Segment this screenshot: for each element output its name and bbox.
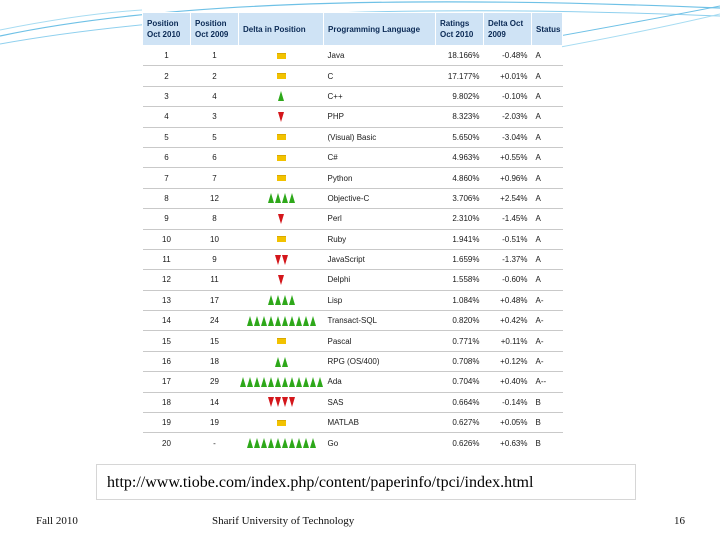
- cell-rating: 0.708%: [436, 351, 484, 371]
- table-row: [143, 107, 563, 127]
- cell-position-2010: 8: [143, 188, 191, 208]
- cell-rating: 1.941%: [436, 229, 484, 249]
- up-arrow-icon: [282, 316, 288, 326]
- down-arrow-icon: [275, 397, 281, 407]
- cell-delta-indicator: [239, 107, 324, 127]
- table-row: [143, 311, 563, 331]
- cell-position-2009: 14: [191, 392, 239, 412]
- equal-icon: [277, 175, 286, 181]
- cell-delta-indicator: [239, 331, 324, 351]
- delta-arrows: [243, 291, 320, 310]
- cell-status: B: [532, 413, 563, 433]
- table-row: [143, 188, 563, 208]
- delta-arrows: [243, 128, 320, 147]
- cell-rating: 9.802%: [436, 86, 484, 106]
- cell-language: Perl: [324, 209, 436, 229]
- cell-delta-rating: -2.03%: [484, 107, 532, 127]
- page-number: 16: [674, 515, 685, 527]
- cell-position-2010: 6: [143, 147, 191, 167]
- down-arrow-icon: [282, 255, 288, 265]
- cell-rating: 0.704%: [436, 372, 484, 392]
- cell-position-2009: 10: [191, 229, 239, 249]
- cell-language: Delphi: [324, 270, 436, 290]
- up-arrow-icon: [303, 316, 309, 326]
- delta-arrows: [243, 209, 320, 228]
- cell-position-2010: 7: [143, 168, 191, 188]
- header-delta-2009: Delta Oct 2009: [484, 13, 532, 46]
- cell-delta-rating: -0.51%: [484, 229, 532, 249]
- cell-status: A: [532, 107, 563, 127]
- cell-position-2010: 3: [143, 86, 191, 106]
- down-arrow-icon: [275, 255, 281, 265]
- cell-rating: 1.084%: [436, 290, 484, 310]
- table-row: [143, 270, 563, 290]
- tiobe-ranking-table: [142, 12, 563, 453]
- cell-language: Java: [324, 46, 436, 66]
- cell-position-2009: 24: [191, 311, 239, 331]
- up-arrow-icon: [261, 316, 267, 326]
- delta-arrows: [243, 331, 320, 350]
- cell-position-2009: 5: [191, 127, 239, 147]
- delta-arrows: [243, 250, 320, 269]
- equal-icon: [277, 338, 286, 344]
- cell-delta-rating: +0.63%: [484, 433, 532, 453]
- cell-delta-rating: +0.42%: [484, 311, 532, 331]
- cell-position-2010: 1: [143, 46, 191, 66]
- cell-delta-rating: +0.01%: [484, 66, 532, 86]
- cell-delta-indicator: [239, 229, 324, 249]
- cell-delta-indicator: [239, 188, 324, 208]
- cell-language: Lisp: [324, 290, 436, 310]
- cell-position-2010: 12: [143, 270, 191, 290]
- cell-position-2010: 16: [143, 351, 191, 371]
- delta-arrows: [243, 107, 320, 126]
- up-arrow-icon: [310, 377, 316, 387]
- cell-delta-indicator: [239, 392, 324, 412]
- cell-position-2010: 19: [143, 413, 191, 433]
- up-arrow-icon: [296, 316, 302, 326]
- cell-rating: 2.310%: [436, 209, 484, 229]
- table-row: [143, 372, 563, 392]
- table-row: [143, 46, 563, 66]
- cell-language: C++: [324, 86, 436, 106]
- up-arrow-icon: [303, 377, 309, 387]
- up-arrow-icon: [254, 316, 260, 326]
- up-arrow-icon: [282, 295, 288, 305]
- delta-arrows: [243, 393, 320, 412]
- table-header-row: [143, 13, 563, 46]
- cell-delta-indicator: [239, 413, 324, 433]
- cell-delta-rating: +0.12%: [484, 351, 532, 371]
- cell-rating: 5.650%: [436, 127, 484, 147]
- cell-delta-indicator: [239, 147, 324, 167]
- up-arrow-icon: [268, 193, 274, 203]
- cell-delta-rating: +2.54%: [484, 188, 532, 208]
- up-arrow-icon: [247, 316, 253, 326]
- cell-position-2009: 19: [191, 413, 239, 433]
- table-row: [143, 127, 563, 147]
- cell-language: Transact-SQL: [324, 311, 436, 331]
- equal-icon: [277, 53, 286, 59]
- up-arrow-icon: [296, 438, 302, 448]
- cell-language: (Visual) Basic: [324, 127, 436, 147]
- cell-rating: 4.963%: [436, 147, 484, 167]
- cell-delta-rating: -1.37%: [484, 249, 532, 269]
- cell-rating: 17.177%: [436, 66, 484, 86]
- cell-position-2010: 2: [143, 66, 191, 86]
- cell-rating: 0.626%: [436, 433, 484, 453]
- delta-arrows: [243, 352, 320, 371]
- delta-arrows: [243, 148, 320, 167]
- cell-language: MATLAB: [324, 413, 436, 433]
- cell-delta-indicator: [239, 311, 324, 331]
- cell-status: A: [532, 46, 563, 66]
- table-row: [143, 392, 563, 412]
- cell-status: A-: [532, 290, 563, 310]
- up-arrow-icon: [275, 193, 281, 203]
- cell-position-2009: -: [191, 433, 239, 453]
- table-row: [143, 86, 563, 106]
- cell-position-2009: 18: [191, 351, 239, 371]
- cell-delta-indicator: [239, 209, 324, 229]
- up-arrow-icon: [289, 193, 295, 203]
- cell-delta-rating: +0.40%: [484, 372, 532, 392]
- up-arrow-icon: [240, 377, 246, 387]
- cell-status: A: [532, 209, 563, 229]
- cell-position-2010: 10: [143, 229, 191, 249]
- cell-position-2010: 11: [143, 249, 191, 269]
- cell-rating: 0.627%: [436, 413, 484, 433]
- down-arrow-icon: [278, 112, 284, 122]
- up-arrow-icon: [310, 438, 316, 448]
- delta-arrows: [243, 66, 320, 85]
- cell-delta-indicator: [239, 66, 324, 86]
- table-row: [143, 209, 563, 229]
- delta-arrows: [243, 311, 320, 330]
- up-arrow-icon: [296, 377, 302, 387]
- cell-position-2009: 2: [191, 66, 239, 86]
- delta-arrows: [243, 270, 320, 289]
- cell-status: A: [532, 249, 563, 269]
- cell-rating: 8.323%: [436, 107, 484, 127]
- header-ratings: Ratings Oct 2010: [436, 13, 484, 46]
- footer-date: Fall 2010: [36, 515, 78, 527]
- cell-position-2009: 12: [191, 188, 239, 208]
- delta-arrows: [243, 372, 320, 391]
- cell-position-2009: 17: [191, 290, 239, 310]
- cell-language: Ruby: [324, 229, 436, 249]
- cell-delta-rating: -3.04%: [484, 127, 532, 147]
- cell-language: JavaScript: [324, 249, 436, 269]
- table-row: [143, 168, 563, 188]
- cell-rating: 18.166%: [436, 46, 484, 66]
- cell-delta-indicator: [239, 127, 324, 147]
- cell-language: Go: [324, 433, 436, 453]
- cell-position-2010: 13: [143, 290, 191, 310]
- up-arrow-icon: [275, 438, 281, 448]
- cell-position-2009: 11: [191, 270, 239, 290]
- ranking-table-container: [142, 12, 562, 454]
- cell-rating: 4.860%: [436, 168, 484, 188]
- down-arrow-icon: [289, 397, 295, 407]
- cell-status: A: [532, 66, 563, 86]
- table-row: [143, 413, 563, 433]
- cell-delta-indicator: [239, 433, 324, 453]
- cell-status: B: [532, 433, 563, 453]
- equal-icon: [277, 73, 286, 79]
- cell-delta-indicator: [239, 86, 324, 106]
- up-arrow-icon: [275, 295, 281, 305]
- cell-delta-rating: -0.14%: [484, 392, 532, 412]
- cell-status: A: [532, 168, 563, 188]
- up-arrow-icon: [268, 377, 274, 387]
- up-arrow-icon: [268, 316, 274, 326]
- cell-position-2010: 18: [143, 392, 191, 412]
- up-arrow-icon: [289, 316, 295, 326]
- delta-arrows: [243, 230, 320, 249]
- cell-position-2010: 15: [143, 331, 191, 351]
- equal-icon: [277, 134, 286, 140]
- up-arrow-icon: [282, 357, 288, 367]
- cell-delta-rating: +0.55%: [484, 147, 532, 167]
- down-arrow-icon: [278, 275, 284, 285]
- cell-position-2009: 8: [191, 209, 239, 229]
- cell-status: A: [532, 270, 563, 290]
- up-arrow-icon: [268, 295, 274, 305]
- table-row: [143, 331, 563, 351]
- cell-delta-rating: -0.48%: [484, 46, 532, 66]
- up-arrow-icon: [261, 438, 267, 448]
- cell-status: A-: [532, 311, 563, 331]
- up-arrow-icon: [275, 316, 281, 326]
- cell-language: Ada: [324, 372, 436, 392]
- table-row: [143, 290, 563, 310]
- down-arrow-icon: [278, 214, 284, 224]
- up-arrow-icon: [317, 377, 323, 387]
- source-url[interactable]: http://www.tiobe.com/index.php/content/paperinfo/tpci/index.html: [96, 464, 636, 500]
- up-arrow-icon: [282, 438, 288, 448]
- up-arrow-icon: [310, 316, 316, 326]
- cell-language: PHP: [324, 107, 436, 127]
- up-arrow-icon: [282, 377, 288, 387]
- header-position-2009: Position Oct 2009: [191, 13, 239, 46]
- delta-arrows: [243, 413, 320, 432]
- cell-rating: 0.820%: [436, 311, 484, 331]
- up-arrow-icon: [261, 377, 267, 387]
- up-arrow-icon: [303, 438, 309, 448]
- cell-status: B: [532, 392, 563, 412]
- cell-delta-rating: +0.05%: [484, 413, 532, 433]
- cell-rating: 1.659%: [436, 249, 484, 269]
- cell-language: C#: [324, 147, 436, 167]
- down-arrow-icon: [282, 397, 288, 407]
- cell-language: Pascal: [324, 331, 436, 351]
- cell-position-2010: 20: [143, 433, 191, 453]
- equal-icon: [277, 420, 286, 426]
- table-row: [143, 66, 563, 86]
- up-arrow-icon: [247, 377, 253, 387]
- footer-institution: Sharif University of Technology: [212, 515, 355, 527]
- table-row: [143, 249, 563, 269]
- cell-language: Python: [324, 168, 436, 188]
- cell-delta-indicator: [239, 290, 324, 310]
- up-arrow-icon: [289, 438, 295, 448]
- cell-delta-indicator: [239, 168, 324, 188]
- equal-icon: [277, 155, 286, 161]
- up-arrow-icon: [275, 377, 281, 387]
- cell-status: A: [532, 147, 563, 167]
- equal-icon: [277, 236, 286, 242]
- cell-position-2010: 14: [143, 311, 191, 331]
- up-arrow-icon: [275, 357, 281, 367]
- delta-arrows: [243, 433, 320, 452]
- cell-language: SAS: [324, 392, 436, 412]
- cell-status: A: [532, 86, 563, 106]
- delta-arrows: [243, 168, 320, 187]
- header-delta-position: Delta in Position: [239, 13, 324, 46]
- cell-delta-indicator: [239, 351, 324, 371]
- cell-delta-rating: +0.96%: [484, 168, 532, 188]
- cell-status: A: [532, 188, 563, 208]
- cell-status: A--: [532, 372, 563, 392]
- cell-rating: 1.558%: [436, 270, 484, 290]
- cell-position-2010: 5: [143, 127, 191, 147]
- cell-status: A: [532, 229, 563, 249]
- cell-position-2009: 7: [191, 168, 239, 188]
- cell-delta-indicator: [239, 270, 324, 290]
- cell-delta-rating: -0.10%: [484, 86, 532, 106]
- up-arrow-icon: [254, 377, 260, 387]
- cell-position-2010: 17: [143, 372, 191, 392]
- cell-language: RPG (OS/400): [324, 351, 436, 371]
- up-arrow-icon: [278, 91, 284, 101]
- cell-delta-rating: +0.48%: [484, 290, 532, 310]
- cell-delta-rating: +0.11%: [484, 331, 532, 351]
- cell-status: A: [532, 127, 563, 147]
- cell-position-2009: 9: [191, 249, 239, 269]
- cell-position-2009: 3: [191, 107, 239, 127]
- cell-position-2010: 9: [143, 209, 191, 229]
- up-arrow-icon: [289, 295, 295, 305]
- up-arrow-icon: [282, 193, 288, 203]
- cell-status: A-: [532, 331, 563, 351]
- cell-position-2010: 4: [143, 107, 191, 127]
- cell-rating: 0.771%: [436, 331, 484, 351]
- header-position-2010: Position Oct 2010: [143, 13, 191, 46]
- up-arrow-icon: [268, 438, 274, 448]
- cell-position-2009: 29: [191, 372, 239, 392]
- cell-language: C: [324, 66, 436, 86]
- cell-position-2009: 1: [191, 46, 239, 66]
- up-arrow-icon: [247, 438, 253, 448]
- cell-delta-indicator: [239, 372, 324, 392]
- table-row: [143, 433, 563, 453]
- cell-position-2009: 15: [191, 331, 239, 351]
- cell-status: A-: [532, 351, 563, 371]
- delta-arrows: [243, 87, 320, 106]
- up-arrow-icon: [254, 438, 260, 448]
- cell-delta-rating: -1.45%: [484, 209, 532, 229]
- cell-rating: 0.664%: [436, 392, 484, 412]
- cell-delta-rating: -0.60%: [484, 270, 532, 290]
- delta-arrows: [243, 189, 320, 208]
- cell-delta-indicator: [239, 249, 324, 269]
- table-row: [143, 351, 563, 371]
- cell-position-2009: 6: [191, 147, 239, 167]
- cell-rating: 3.706%: [436, 188, 484, 208]
- up-arrow-icon: [289, 377, 295, 387]
- header-status: Status: [532, 13, 563, 46]
- table-row: [143, 147, 563, 167]
- cell-delta-indicator: [239, 46, 324, 66]
- down-arrow-icon: [268, 397, 274, 407]
- cell-language: Objective-C: [324, 188, 436, 208]
- cell-position-2009: 4: [191, 86, 239, 106]
- table-body: [143, 46, 563, 453]
- delta-arrows: [243, 46, 320, 65]
- table-row: [143, 229, 563, 249]
- header-language: Programming Language: [324, 13, 436, 46]
